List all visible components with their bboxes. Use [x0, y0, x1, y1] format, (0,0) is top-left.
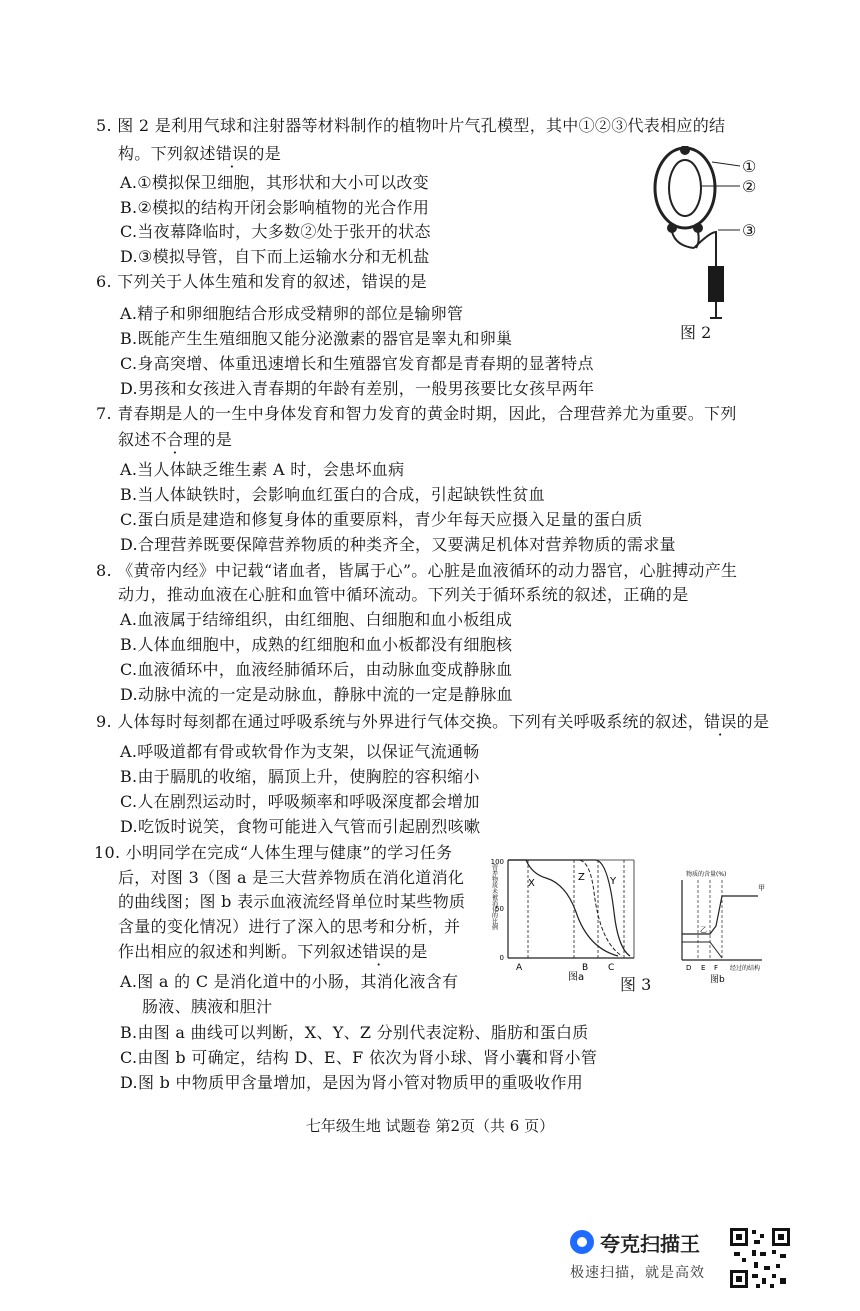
- q10-stem-text-a: 作出相应的叙述和判断。下列叙述: [118, 942, 363, 961]
- q6-option-b: B.既能产生生殖细胞又能分泌激素的器官是睾丸和卵巢: [120, 329, 513, 348]
- q9-stem-text-b: 的是: [736, 712, 770, 731]
- scanner-title: 夸克扫描王: [600, 1232, 700, 1256]
- fig3b-series-yi: 乙: [700, 926, 707, 934]
- q5-stem-text-b: 的是: [248, 144, 282, 163]
- q9-stem-text-a: 9. 人体每时每刻都在通过呼吸系统与外界进行气体交换。下列有关呼吸系统的叙述，: [96, 712, 705, 731]
- q7-option-c: C.蛋白质是建造和修复身体的重要原料，青少年每天应摄入足量的蛋白质: [120, 510, 643, 529]
- scanner-logo-icon: [568, 1228, 596, 1256]
- fig2-label-3: ③: [742, 221, 757, 240]
- fig2-caption: 图 2: [680, 323, 712, 342]
- q8-option-a: A.血液属于结缔组织，由红细胞、白细胞和血小板组成: [120, 610, 513, 629]
- q9-option-c: C.人在剧烈运动时，呼吸频率和呼吸深度都会增加: [120, 792, 480, 811]
- fig3a-segment-b: B: [582, 963, 589, 973]
- qr-code-icon: [728, 1226, 792, 1290]
- q5-option-b: B.②模拟的结构开闭会影响植物的光合作用: [120, 198, 430, 217]
- q9-option-a: A.呼吸道都有骨或软骨作为支架，以保证气流通畅: [120, 742, 480, 761]
- q6-stem: 6. 下列关于人体生殖和发育的叙述，错误的是: [96, 272, 427, 291]
- fig3b-segment-e: E: [701, 964, 706, 972]
- q9-option-b: B.由于膈肌的收缩，膈顶上升，使胸腔的容积缩小: [120, 767, 480, 786]
- q10-stem-line4: 含量的变化情况）进行了深入的思考和分析，并: [118, 917, 461, 936]
- fig3b-segment-f: F: [714, 964, 719, 972]
- fig2-label-1: ①: [742, 157, 757, 176]
- q7-stem-line2: [118, 428, 232, 452]
- q7-option-d: D.合理营养既要保障营养物质的种类齐全，又要满足机体对营养物质的需求量: [120, 535, 676, 554]
- q5-option-c: C.当夜幕降临时，大多数②处于张开的状态: [120, 222, 431, 241]
- q5-stem-line1: 5. 图 2 是利用气球和注射器等材料制作的植物叶片气孔模型，其中①②③代表相应的结: [96, 116, 726, 135]
- q10-stem-emphasis: 错误: [362, 942, 396, 961]
- stomata-model-figure: [640, 146, 780, 336]
- q8-stem-line1: 8. 《黄帝内经》中记载“诸血者，皆属于心”。心脏是血液循环的动力器官，心脏搏动产生: [96, 561, 738, 580]
- q5-stem-text-a: 构。下列叙述: [118, 144, 216, 163]
- fig3b-series-jia: 甲: [758, 884, 765, 892]
- q8-option-d: D.动脉中流的一定是动脉血，静脉中流的一定是静脉血: [120, 685, 513, 704]
- fig3a-ylabel: 营养物质未被消化的比例: [490, 864, 498, 930]
- fig3a-segment-a: A: [516, 963, 523, 973]
- q10-stem-line2: 后，对图 3（图 a 是三大营养物质在消化道消化: [118, 868, 465, 887]
- fig3a-ytick-100: 100: [490, 858, 504, 866]
- q9-option-d: D.吃饭时说笑，食物可能进入气管而引起剧烈咳嗽: [120, 817, 481, 836]
- q10-stem-line1: 10. 小明同学在完成“人体生理与健康”的学习任务: [94, 843, 453, 862]
- q7-option-a: A.当人体缺乏维生素 A 时，会患坏血病: [120, 460, 405, 479]
- q10-option-a-line2: 肠液、胰液和胆汁: [142, 997, 273, 1016]
- q7-stem-line1: 7. 青春期是人的一生中身体发育和智力发育的黄金时期，因此，合理营养尤为重要。下列: [96, 404, 737, 423]
- q9-stem: [96, 710, 769, 734]
- q5-option-d: D.③模拟导管，自下而上运输水分和无机盐: [120, 247, 430, 266]
- q5-option-a: A.①模拟保卫细胞，其形状和大小可以改变: [120, 173, 429, 192]
- fig3b-ylabel: 物质的含量(%): [686, 871, 727, 878]
- q10-option-d: D.图 b 中物质甲含量增加，是因为肾小管对物质甲的重吸收作用: [120, 1073, 584, 1092]
- q6-option-c: C.身高突增、体重迅速增长和生殖器官发育都是青春期的显著特点: [120, 354, 594, 373]
- q10-stem-line5: [118, 940, 428, 964]
- figure-3a-digestion-chart: [486, 852, 656, 982]
- q10-stem-line3: 的曲线图；图 b 表示血液流经肾单位时某些物质: [118, 892, 466, 911]
- fig3-caption: 图 3: [620, 975, 652, 994]
- fig3a-curve-y: Y: [610, 876, 617, 887]
- q5-stem-line2: [118, 142, 281, 166]
- q6-option-a: A.精子和卵细胞结合形成受精卵的部位是输卵管: [120, 304, 464, 323]
- fig3a-segment-c: C: [608, 963, 615, 973]
- fig2-label-2: ②: [742, 177, 757, 196]
- fig3b-segment-d: D: [686, 964, 692, 972]
- page-footer: 七年级生地 试题卷 第2页（共 6 页）: [305, 1117, 555, 1135]
- q9-stem-emphasis: 错误: [704, 712, 737, 731]
- q5-stem-emphasis: 错误: [215, 144, 249, 163]
- q8-option-b: B.人体血细胞中，成熟的红细胞和血小板都没有细胞核: [120, 635, 513, 654]
- fig3a-curve-x: X: [528, 878, 535, 889]
- fig3a-ytick-0: 0: [499, 954, 504, 962]
- q7-stem-text-b: 的是: [199, 430, 233, 449]
- scanner-watermark: [568, 1228, 728, 1288]
- fig3a-curve-z: Z: [578, 872, 585, 883]
- q8-option-c: C.血液循环中，血液经肺循环后，由动脉血变成静脉血: [120, 660, 513, 679]
- q10-option-a-line1: A.图 a 的 C 是消化道中的小肠，其消化液含有: [120, 972, 459, 991]
- q10-stem-text-b: 的是: [395, 942, 428, 961]
- q7-option-b: B.当人体缺铁时，会影响血红蛋白的合成，引起缺铁性贫血: [120, 485, 545, 504]
- q6-option-d: D.男孩和女孩进入青春期的年龄有差别，一般男孩要比女孩早两年: [120, 379, 595, 398]
- q7-stem-text-a: 叙述: [118, 430, 151, 449]
- fig3b-xlabel: 经过的结构: [730, 965, 761, 972]
- fig3a-ytick-50: 50: [495, 905, 504, 913]
- q7-stem-emphasis: 不合理: [150, 430, 200, 449]
- q10-option-c: C.由图 b 可确定，结构 D、E、F 依次为肾小球、肾小囊和肾小管: [120, 1048, 598, 1067]
- q10-option-b: B.由图 a 曲线可以判断，X、Y、Z 分别代表淀粉、脂肪和蛋白质: [120, 1023, 589, 1042]
- fig3b-caption: 图b: [710, 975, 725, 984]
- figure-3b-kidney-chart: [674, 866, 770, 984]
- fig3a-caption: 图a: [568, 972, 585, 982]
- q8-stem-line2: 动力，推动血液在心脏和血管中循环流动。下列关于循环系统的叙述，正确的是: [118, 585, 689, 604]
- scanner-subtitle: 极速扫描，就是高效: [570, 1265, 705, 1281]
